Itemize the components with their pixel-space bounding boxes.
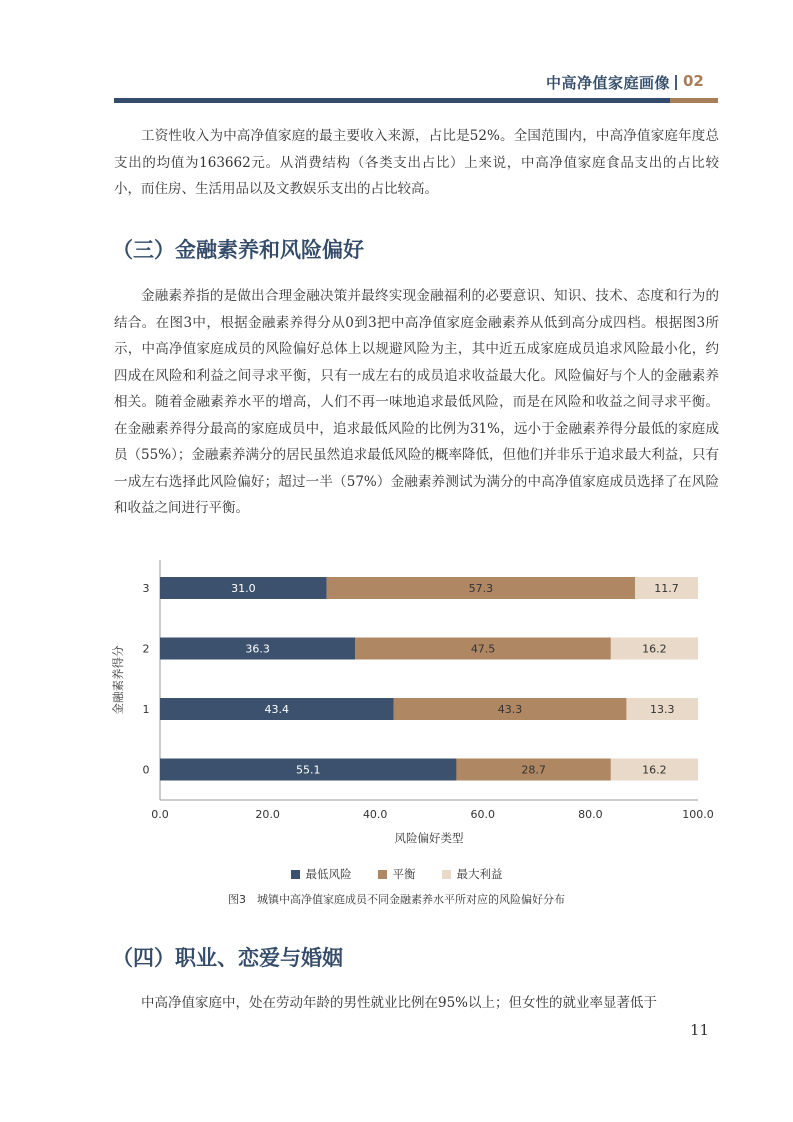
paragraph-income: 工资性收入为中高净值家庭的最主要收入来源，占比是52%。全国范围内，中高净值家庭年度总支出的均值为163662元。从消费结构（各类支出占比）上来说，中高净值家庭食品支出的占比较小，而住房、生活用品以及文教娱乐支出的占比较高。 <box>114 128 719 197</box>
risk-preference-chart <box>100 560 740 856</box>
legend-swatch-max-return <box>442 870 451 879</box>
data-label: 13.3 <box>649 703 675 716</box>
data-label: 31.0 <box>231 582 256 595</box>
paragraph-financial-literacy: 金融素养指的是做出合理金融决策并最终实现金融福利的必要意识、知识、技术、态度和行为的结合。在图3中，根据金融素养得分从0到3把中高净值家庭金融素养从低到高分成四档。根据图3所示，中高净值家庭成员的风险偏好总体上以规避风险为主，其中近五成家庭成员追求风险最小化，约四成在风险和利益之间寻求平衡，只有一成左右的成员追求收益最大化。风险偏好与个人的金融素养相关。随着金融素养水平的增高，人们不再一味地追求最低风险，而是在风险和收益之间寻求平衡。在金融素养得分最高的家庭成员中，追求最低风险的比例为31%，远小于金融素养得分最低的家庭成员（55%）；金融素养满分的居民虽然追求最低风险的概率降低，但他们并非乐于追求最大利益，只有一成左右选择此风险偏好；超过一半（57%）金融素养测试为满分的中高净值家庭成员选择了在风险和收益之间进行平衡。 <box>114 288 719 516</box>
data-label: 36.3 <box>245 642 270 656</box>
x-tick-label: 100.0 <box>682 808 714 821</box>
header-rule-blue <box>114 98 670 103</box>
legend-label-balance: 平衡 <box>392 867 416 881</box>
section-title-occupation-marriage: （四）职业、恋爱与婚姻 <box>112 946 343 970</box>
x-axis-title: 风险偏好类型 <box>394 831 464 845</box>
x-tick-label: 80.0 <box>578 808 603 821</box>
legend-label-max-return: 最大利益 <box>456 867 503 881</box>
data-label: 16.2 <box>642 642 667 656</box>
y-tick-label: 0 <box>142 763 150 777</box>
paragraph-occupation: 中高净值家庭中，处在劳动年龄的男性就业比例在95%以上；但女性的就业率显著低于 <box>141 995 658 1011</box>
data-label: 11.7 <box>654 582 679 595</box>
y-tick-label: 1 <box>142 703 150 716</box>
x-tick-label: 40.0 <box>362 808 388 821</box>
data-label: 55.1 <box>295 763 321 777</box>
data-label: 16.2 <box>642 763 667 777</box>
legend-item-balance <box>378 866 416 882</box>
header-title: 中高净值家庭画像 <box>545 74 670 92</box>
page-number: 11 <box>690 1021 710 1039</box>
legend-item-max-return <box>442 866 503 882</box>
y-tick-label: 2 <box>142 642 150 656</box>
section-title-financial-literacy: （三）金融素养和风险偏好 <box>112 238 364 262</box>
legend-item-lowest-risk <box>291 866 352 882</box>
legend-label-lowest-risk: 最低风险 <box>305 867 352 881</box>
y-axis-title: 金融素养得分 <box>111 645 125 715</box>
x-tick-label: 60.0 <box>470 808 496 821</box>
data-label: 28.7 <box>521 763 546 777</box>
x-tick-label: 20.0 <box>255 808 280 821</box>
legend-swatch-lowest-risk <box>291 870 300 879</box>
data-label: 43.4 <box>264 703 289 716</box>
chart-legend <box>0 866 793 882</box>
header-rule-brown <box>670 98 718 103</box>
figure-caption: 图3 城镇中高净值家庭成员不同金融素养水平所对应的风险偏好分布 <box>228 893 565 906</box>
y-tick-label: 3 <box>142 582 150 595</box>
legend-swatch-balance <box>378 870 387 879</box>
data-label: 43.3 <box>497 703 523 716</box>
header-separator <box>675 75 677 90</box>
header-page-code: 02 <box>683 72 704 90</box>
data-label: 47.5 <box>470 642 496 656</box>
x-tick-label: 0.0 <box>151 808 169 821</box>
data-label: 57.3 <box>468 582 494 595</box>
